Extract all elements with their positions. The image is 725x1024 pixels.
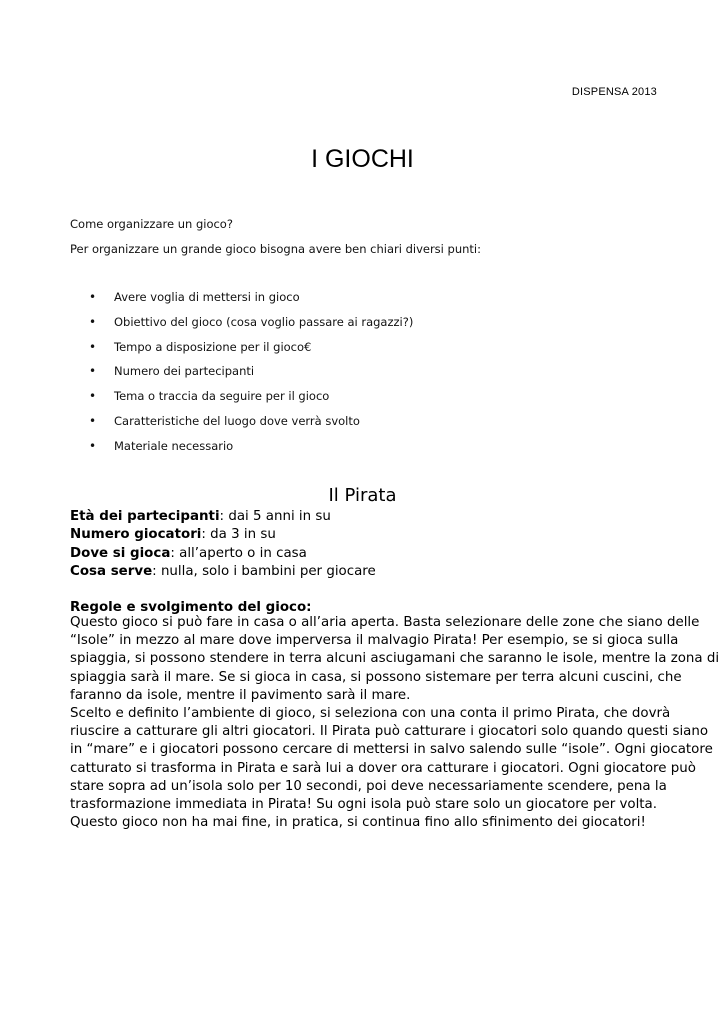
list-item-text: Caratteristiche del luogo dove verrà svolto	[114, 413, 360, 428]
intro-line: Per organizzare un grande gioco bisogna avere ben chiari diversi punti:	[70, 242, 481, 256]
list-item-text: Materiale necessario	[114, 438, 234, 453]
list-item	[70, 384, 413, 409]
bullet-icon: •	[89, 290, 97, 304]
rules-line: catturato si trasforma in Pirata e sarà lui a dover ora catturare i giocatori. Ogni giocatore può	[70, 760, 696, 776]
rules-line: Questo gioco si può fare in casa o all’aria aperta. Basta selezionare delle zone che siano delle	[70, 615, 700, 630]
bullet-icon: •	[89, 339, 97, 354]
rules-line: in “mare” e i giocatori possono cercare di mettersi in salvo salendo sulle “isole”. Ogni giocatore	[70, 742, 713, 758]
rules-line: “Isole” in mezzo al mare dove imperversa il malvagio Pirata! Per esempio, se si gioca sulla	[70, 633, 679, 649]
detail-value: : all’aperto o in casa	[170, 545, 307, 561]
detail-label: Dove si gioca	[70, 545, 171, 561]
page-title	[0, 145, 725, 174]
list-item-text: Tema o traccia da seguire per il gioco	[114, 389, 330, 404]
detail-value: : nulla, solo i bambini per giocare	[152, 564, 376, 580]
rules-line: Scelto e definito l’ambiente di gioco, si seleziona con una conta il primo Pirata, che dovrà	[70, 706, 671, 722]
bullet-icon: •	[89, 389, 97, 404]
list-item-text: Numero dei partecipanti	[114, 364, 255, 379]
rules-body	[70, 614, 720, 832]
bullet-list	[70, 285, 413, 459]
bullet-icon: •	[89, 413, 97, 428]
header-label: DISPENSA 2013	[571, 86, 657, 98]
detail-label: Cosa serve	[70, 564, 153, 580]
page-title-text: I GIOCHI	[311, 145, 414, 173]
detail-value: : dai 5 anni in su	[219, 509, 331, 524]
rules-line: spiaggia, si possono stendere in terra alcuni asciugamani che saranno le isole, mentre la zona di	[70, 651, 720, 667]
rules-line: Questo gioco non ha mai fine, in pratica, si continua fino allo sfinimento dei giocatori!	[70, 815, 646, 831]
detail-row	[70, 508, 670, 526]
rules-line: trasformazione immediata in Pirata! Su ogni isola può stare solo un giocatore per volta.	[70, 797, 658, 813]
list-item-text: Avere voglia di mettersi in gioco	[114, 290, 300, 304]
bullet-icon: •	[89, 438, 97, 453]
list-item-text: Obiettivo del gioco (cosa voglio passare ai ragazzi?)	[114, 314, 414, 329]
list-item	[70, 359, 413, 384]
list-item	[70, 434, 413, 459]
list-item	[70, 409, 413, 434]
detail-row	[70, 563, 670, 581]
intro-line: Come organizzare un gioco?	[70, 217, 233, 231]
bullet-icon: •	[89, 314, 97, 329]
detail-row	[70, 526, 670, 544]
section-title	[0, 485, 725, 506]
list-item	[70, 335, 413, 360]
detail-label: Numero giocatori	[70, 527, 202, 543]
list-item	[70, 310, 413, 335]
rules-line: spiaggia sarà il mare. Se si gioca in casa, si possono sistemare per terra alcuni cuscini, che	[70, 669, 682, 685]
intro-paragraph	[70, 212, 481, 262]
list-item	[70, 285, 413, 310]
rules-line: faranno da isole, mentre il pavimento sarà il mare.	[70, 687, 411, 703]
rules-line: stare sopra ad un’isola solo per 10 secondi, poi deve necessariamente scendere, pena la	[70, 778, 667, 794]
list-item-text: Tempo a disposizione per il gioco€	[114, 339, 312, 354]
bullet-icon: •	[89, 364, 97, 379]
detail-value: : da 3 in su	[201, 527, 276, 543]
rules-line: riuscire a catturare gli altri giocatori. Il Pirata può catturare i giocatori solo quando questi siano	[70, 724, 709, 740]
rules-heading: Regole e svolgimento del gioco:	[70, 600, 312, 615]
section-title-text: Il Pirata	[328, 485, 397, 506]
detail-row	[70, 545, 670, 563]
detail-label: Età dei partecipanti	[70, 509, 220, 524]
game-details	[70, 508, 670, 582]
